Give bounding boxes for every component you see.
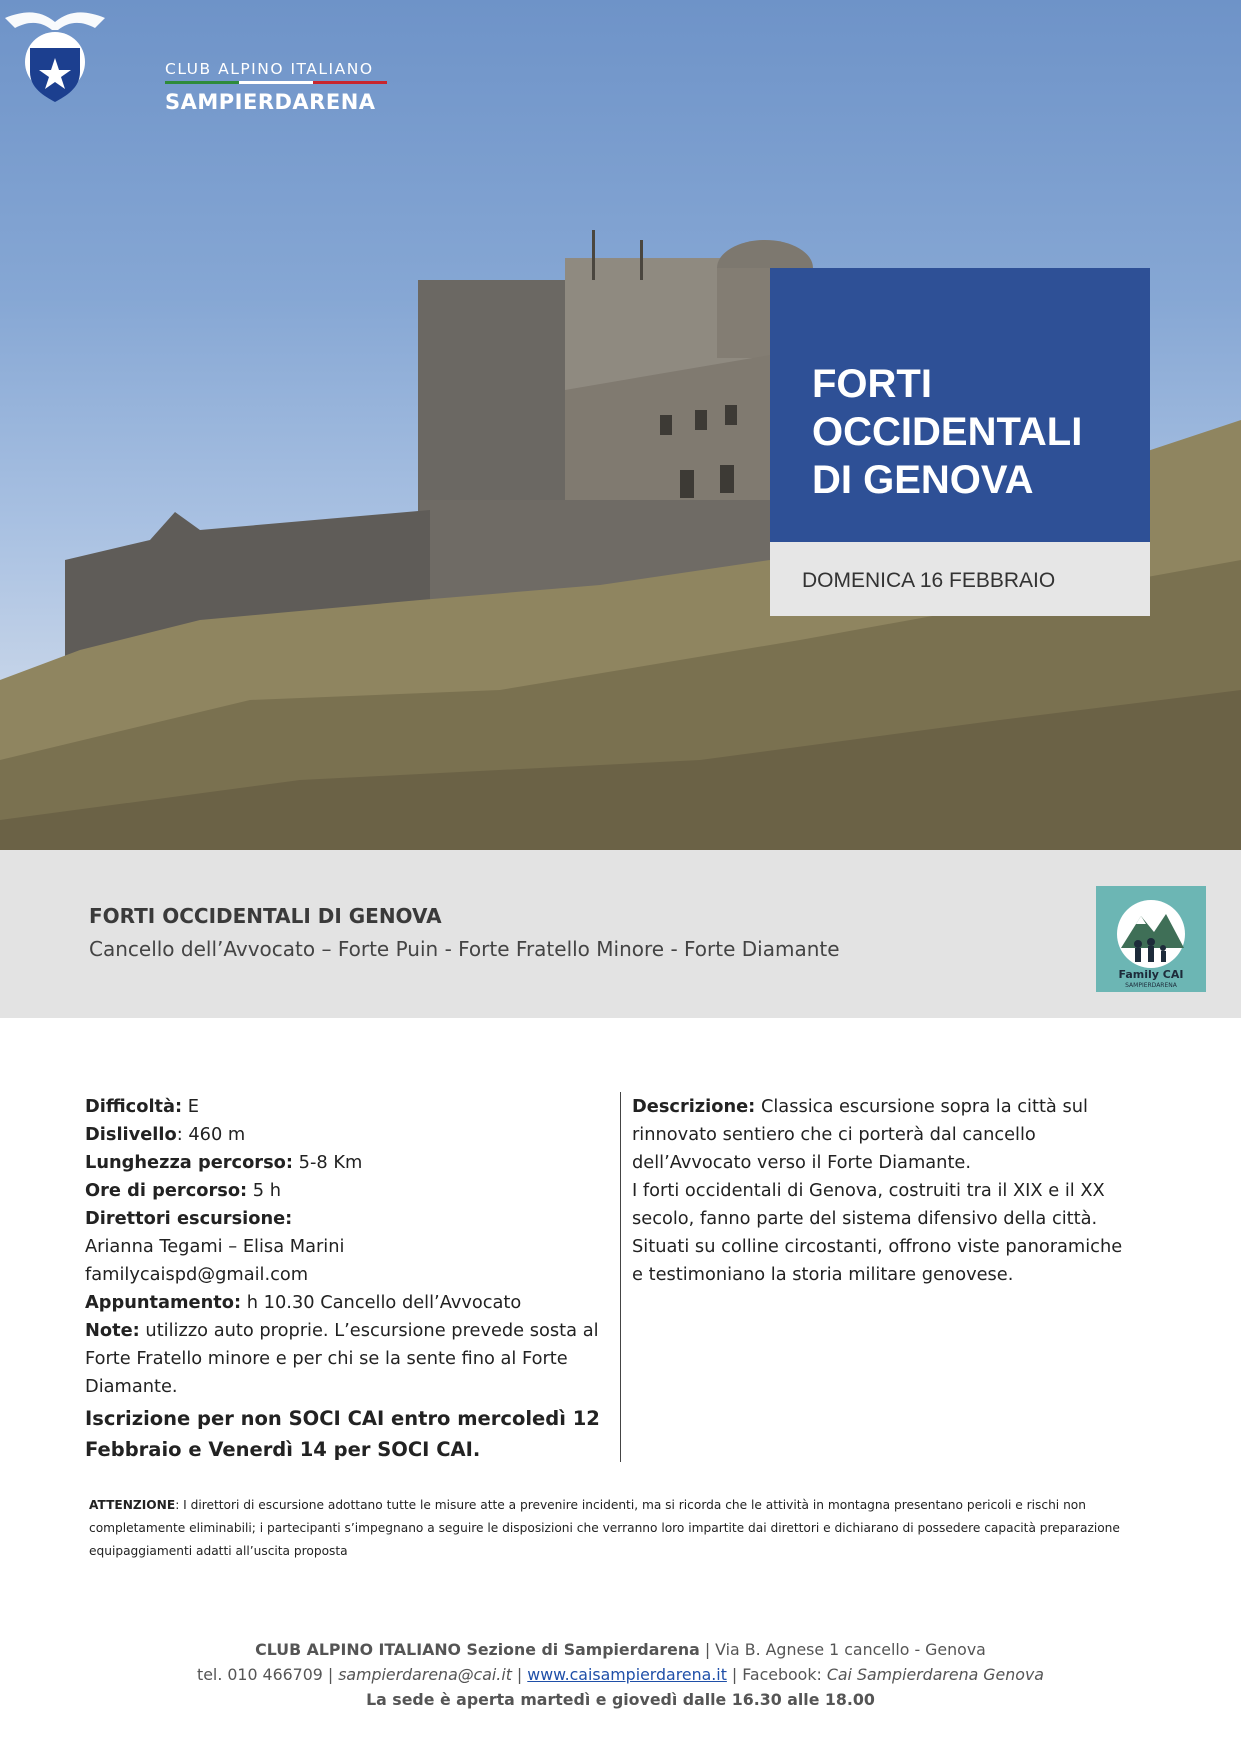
footer-email[interactable]: sampierdarena@cai.it	[338, 1665, 512, 1684]
hours-row: Ore di percorso: 5 h	[85, 1180, 282, 1201]
difficulty-row: Difficoltà: E	[85, 1096, 200, 1117]
description-p1: Descrizione: Classica escursione sopra la città sul rinnovato sentiero che ci porterà dal cancello dell’Avvocato verso il Forte Diamante.	[632, 1096, 1088, 1173]
registration-note: Iscrizione per non SOCI CAI entro mercoledì 12 Febbraio e Venerdì 14 per SOCI CAI.	[85, 1407, 600, 1461]
facebook-link[interactable]: Cai Sampierdarena Genova	[826, 1665, 1044, 1684]
column-divider	[620, 1092, 621, 1462]
length-row: Lunghezza percorso: 5-8 Km	[85, 1152, 363, 1173]
route-band	[0, 850, 1241, 1018]
notes-row: Note: utilizzo auto proprie. L’escursione prevede sosta al Forte Fratello minore e per chi se la sente fino al Forte Diamante.	[85, 1320, 599, 1397]
description-p2: I forti occidentali di Genova, costruiti tra il XIX e il XX secolo, fanno parte del sistema difensivo della città. Situati su colline circostanti, offrono viste panoramiche e testimoniano la storia militare genovese.	[632, 1180, 1123, 1285]
org-name: CLUB ALPINO ITALIANO	[165, 60, 374, 78]
event-description	[632, 1093, 1132, 1289]
cai-logo-icon	[0, 0, 110, 110]
meeting-row: Appuntamento: h 10.30 Cancello dell’Avvocato	[85, 1292, 522, 1313]
svg-text:Family CAI: Family CAI	[1118, 968, 1184, 981]
footer-address-line: CLUB ALPINO ITALIANO Sezione di Sampierdarena | Via B. Agnese 1 cancello - Genova	[255, 1640, 986, 1659]
directors-names: Arianna Tegami – Elisa Marini	[85, 1236, 345, 1257]
route-title: FORTI OCCIDENTALI DI GENOVA	[89, 904, 442, 928]
contact-email[interactable]: familycaispd@gmail.com	[85, 1264, 309, 1285]
date-box	[770, 542, 1150, 616]
footer	[0, 1637, 1241, 1712]
italian-flag-bar	[165, 81, 387, 84]
footer-contact-line: tel. 010 466709 | sampierdarena@cai.it | www.caisampierdarena.it | Facebook: Cai Sampierdarena Genova	[197, 1665, 1044, 1684]
route-stops: Cancello dell’Avvocato – Forte Puin - Forte Fratello Minore - Forte Diamante	[89, 937, 840, 961]
footer-hours: La sede è aperta martedì e giovedì dalle 16.30 alle 18.00	[366, 1690, 875, 1709]
section-name: SAMPIERDARENA	[165, 90, 376, 114]
event-date: DOMENICA 16 FEBBRAIO	[802, 569, 1056, 592]
org-brand	[165, 60, 387, 114]
elevation-row: Dislivello: 460 m	[85, 1124, 246, 1145]
warning-notice: ATTENZIONE: I direttori di escursione adottano tutte le misure atte a prevenire incidenti, ma si ricorda che le attività in montagna presentano pericoli e rischi non completamente eliminabili; i partecipanti s’impegnano a seguire le disposizioni che verranno loro impartite dai direttori e dichiarano di possedere capacità preparazione equipaggiamenti adatti all’uscita proposta	[89, 1498, 1120, 1558]
directors-label: Direttori escursione:	[85, 1208, 293, 1229]
event-details	[85, 1093, 605, 1465]
title-box	[770, 268, 1150, 542]
svg-text:SAMPIERDARENA: SAMPIERDARENA	[1125, 982, 1177, 989]
website-link[interactable]: www.caisampierdarena.it	[527, 1665, 727, 1684]
family-cai-logo-icon	[1096, 886, 1206, 992]
page-title: FORTI OCCIDENTALI DI GENOVA	[812, 362, 1083, 502]
hero-photo	[0, 0, 1241, 850]
